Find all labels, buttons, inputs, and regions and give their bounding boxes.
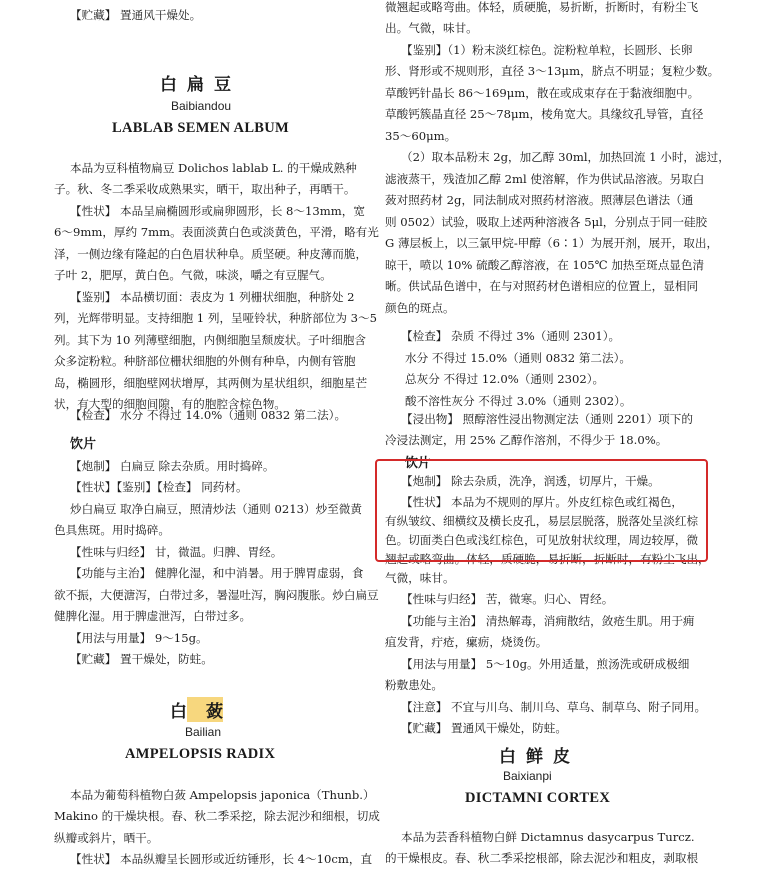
- text-line: 子叶 2，肥厚，黄白色。气微，味淡，嚼之有豆腥气。: [54, 268, 332, 282]
- text-line: 【注意】 不宜与川乌、制川乌、草乌、制草乌、附子同用。: [401, 700, 707, 714]
- text-line: 6～9mm，厚约 7mm。表面淡黄白色或淡黄色，平滑，略有光: [54, 225, 379, 239]
- text-line: 众多淀粉粒。种脐部位栅状细胞的外侧有种阜，内侧有管胞: [54, 354, 356, 368]
- text-line: 子。秋、冬二季采收成熟果实，晒干，取出种子，再晒干。: [54, 182, 356, 196]
- section-heading-yinpian: 饮片: [70, 437, 97, 452]
- monograph-latin-baibiandou: LABLAB SEMEN ALBUM: [112, 120, 290, 136]
- text-line: 粉敷患处。: [385, 678, 443, 692]
- text-line: 冷浸法测定，用 25% 乙醇作溶剂，不得少于 18.0%。: [385, 433, 668, 447]
- text-line: 【用法与用量】 5～10g。外用适量，煎汤洗或研成极细: [401, 657, 690, 671]
- left-top-line: 【贮藏】 置通风干燥处。: [70, 8, 202, 22]
- text-line: 【鉴别】（1）粉末淡红棕色。淀粉粒单粒，长圆形、长卵: [401, 43, 693, 57]
- text-line: 泽，一侧边缘有隆起的白色眉状种阜。质坚硬。种皮薄而脆，: [54, 247, 368, 261]
- text-line: 疽发背，疔疮，瘰疬，烧烫伤。: [385, 635, 548, 649]
- text-line: 蔹对照药材 2g，同法制成对照药材溶液。照薄层色谱法（通: [385, 193, 694, 207]
- text-line: 【功能与主治】 健脾化湿，和中消暑。用于脾胃虚弱，食: [70, 566, 364, 580]
- text-line: 颜色的斑点。: [385, 301, 455, 315]
- text-line: 滤液蒸干，残渣加乙醇 2ml 使溶解，作为供试品溶液。另取白: [385, 172, 705, 186]
- text-line: 草酸钙簇晶直径 25～78μm，棱角宽大。具缘纹孔导管，直径: [385, 107, 704, 121]
- text-line: 色。切面类白色或浅红棕色，可见放射状纹理，周边较厚，微: [385, 533, 699, 547]
- section-heading-yinpian: 饮片: [405, 456, 432, 471]
- text-line: 色具焦斑。用时捣碎。: [54, 523, 170, 537]
- text-line: 有纵皱纹、细横纹及横长皮孔，易层层脱落，脱落处呈淡红棕: [385, 514, 699, 528]
- text-line: 本品为芸香科植物白鲜 Dictamnus dasycarpus Turcz.: [401, 830, 695, 844]
- text-line: 欲不振，大便溏泻，白带过多，暑湿吐泻，胸闷腹胀。炒白扁豆: [54, 588, 379, 602]
- text-line: 【浸出物】 照醇溶性浸出物测定法（通则 2201）项下的: [401, 412, 693, 426]
- monograph-title-baixianpi: 白鲜皮: [499, 747, 580, 767]
- text-line: 晾干，喷以 10% 硫酸乙醇溶液，在 105℃ 加热至斑点显色清: [385, 258, 705, 272]
- text-line: 的干燥根皮。春、秋二季采挖根部，除去泥沙和粗皮，剥取根: [385, 851, 699, 865]
- text-line: 【功能与主治】 清热解毒，消痈散结，敛疮生肌。用于痈: [401, 614, 695, 628]
- text-line: 【性状】 本品纵瓣呈长圆形或近纺锤形，长 4～10cm，直: [70, 852, 373, 866]
- text-line: 列，光辉带明显。支持细胞 1 列，呈哑铃状，种脐部位为 3～5: [54, 311, 378, 325]
- text-line: 形、肾形或不规则形，直径 3～13μm，脐点不明显；复粒少数。: [385, 64, 720, 78]
- text-line: 健脾化湿。用于脾虚泄泻，白带过多。: [54, 609, 252, 623]
- text-line: 【性状】 本品呈扁椭圆形或扁卵圆形，长 8～13mm，宽: [70, 204, 365, 218]
- text-line: 【用法与用量】 9～15g。: [70, 631, 208, 645]
- monograph-latin-baixianpi: DICTAMNI CORTEX: [465, 790, 611, 806]
- monograph-pinyin-baibiandou: Baibiandou: [171, 99, 232, 113]
- title-char: 白: [170, 702, 187, 722]
- text-line: 【性状】 本品为不规则的厚片。外皮红棕色或红褐色，: [401, 495, 683, 509]
- text-line: 气微，味甘。: [385, 571, 455, 585]
- text-line: 【性味与归经】 苦，微寒。归心、胃经。: [401, 592, 614, 606]
- text-line: 【性状】【鉴别】【检查】 同药材。: [70, 480, 248, 494]
- monograph-title-bailian: [170, 697, 223, 722]
- monograph-pinyin-bailian: Bailian: [185, 725, 222, 739]
- text-line: 微翘起或略弯曲。体轻，质硬脆，易折断，折断时，有粉尘飞: [385, 0, 699, 14]
- text-line: 晰。供试品色谱中，在与对照药材色谱相应的位置上，显相同: [385, 279, 699, 293]
- text-line: 酸不溶性灰分 不得过 3.0%（通则 2302）。: [405, 394, 632, 408]
- highlight-annotation-box: [375, 459, 708, 562]
- text-line: 岛，椭圆形，细胞壁网状增厚，其两侧为星状组织，细胞星芒: [54, 376, 368, 390]
- text-line: 草酸钙针晶长 86～169μm，散在或成束存在于黏液细胞中。: [385, 86, 700, 100]
- text-line: 【检查】 杂质 不得过 3%（通则 2301）。: [401, 329, 621, 343]
- highlighted-title-char: 蔹: [187, 697, 223, 722]
- text-line: 【炮制】 白扁豆 除去杂质。用时捣碎。: [70, 459, 275, 473]
- text-line: 水分 不得过 15.0%（通则 0832 第二法）。: [405, 351, 631, 365]
- text-line: 状，有大型的细胞间隙，有的胞腔含棕色物。: [54, 397, 286, 411]
- text-line: 列。其下为 10 列薄壁细胞，内侧细胞呈颓废状。子叶细胞含: [54, 333, 366, 347]
- text-line: 【炮制】 除去杂质，洗净，润透，切厚片，干燥。: [401, 474, 660, 488]
- text-line: 【性味与归经】 甘，微温。归脾、胃经。: [70, 545, 283, 559]
- text-line: （2）取本品粉末 2g，加乙醇 30ml，加热回流 1 小时，滤过，: [401, 150, 730, 164]
- monograph-latin-bailian: AMPELOPSIS RADIX: [125, 746, 276, 762]
- text-line: Makino 的干燥块根。春、秋二季采挖，除去泥沙和细根，切成: [54, 809, 380, 823]
- text-line: 【鉴别】 本品横切面：表皮为 1 列栅状细胞，种脐处 2: [70, 290, 355, 304]
- monograph-pinyin-baixianpi: Baixianpi: [503, 769, 552, 783]
- text-line: 纵瓣或斜片，晒干。: [54, 831, 159, 845]
- text-line: 本品为葡萄科植物白蔹 Ampelopsis japonica（Thunb.）: [70, 788, 375, 802]
- text-line: 本品为豆科植物扁豆 Dolichos lablab L. 的干燥成熟种: [70, 161, 357, 175]
- text-line: 翘起或略弯曲。体轻，质硬脆，易折断，折断时，有粉尘飞出，: [385, 552, 710, 566]
- text-line: 【贮藏】 置通风干燥处，防蛀。: [401, 721, 567, 735]
- text-line: G 薄层板上，以三氯甲烷-甲醇（6∶1）为展开剂，展开，取出，: [385, 236, 719, 250]
- text-line: 则 0502）试验，吸取上述两种溶液各 5μl，分别点于同一硅胶: [385, 215, 708, 229]
- text-line: 出。气微，味甘。: [385, 21, 478, 35]
- text-line: 35～60μm。: [385, 129, 457, 143]
- text-line: 总灰分 不得过 12.0%（通则 2302）。: [405, 372, 605, 386]
- text-line: 【贮藏】 置干燥处，防蛀。: [70, 652, 213, 666]
- monograph-title-baibiandou: 白扁豆: [160, 75, 241, 95]
- text-line: 炒白扁豆 取净白扁豆，照清炒法（通则 0213）炒至微黄: [70, 502, 362, 516]
- text-line: 【检查】 水分 不得过 14.0%（通则 0832 第二法）。: [70, 408, 347, 422]
